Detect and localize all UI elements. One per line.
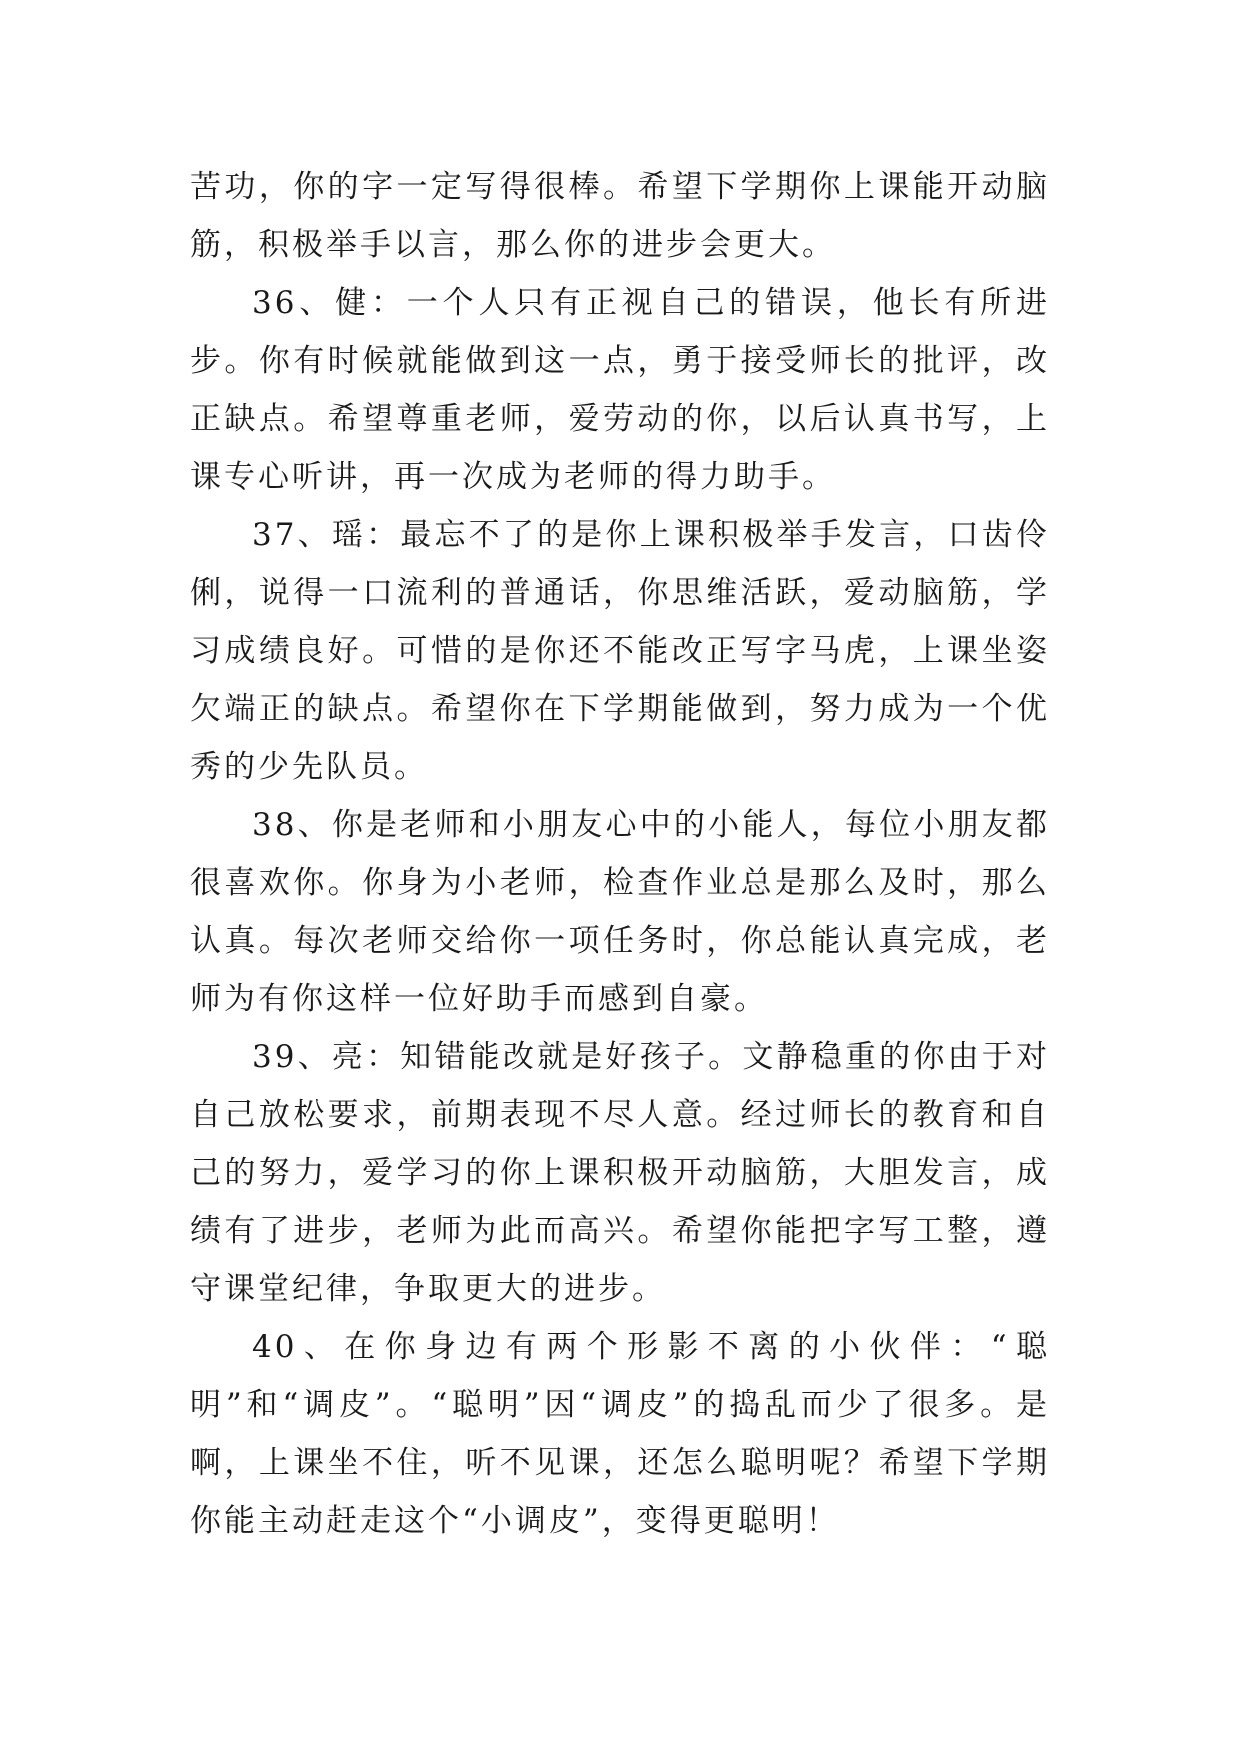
paragraph-continuation: 苦功，你的字一定写得很棒。希望下学期你上课能开动脑筋，积极举手以言，那么你的进步会更大。: [190, 169, 1050, 263]
paragraph-comment-40: 40、在你身边有两个形影不离的小伙伴：“聪明”和“调皮”。“聪明”因“调皮”的捣乱而少了很多。是啊，上课坐不住，听不见课，还怎么聪明呢？希望下学期你能主动赶走这个“小调皮”，变得更聪明！: [190, 1329, 1050, 1539]
paragraph-comment-39: 39、亮：知错能改就是好孩子。文静稳重的你由于对自己放松要求，前期表现不尽人意。经过师长的教育和自己的努力，爱学习的你上课积极开动脑筋，大胆发言，成绩有了进步，老师为此而高兴。希望你能把字写工整，遵守课堂纪律，争取更大的进步。: [190, 1039, 1050, 1307]
paragraph-comment-37: 37、瑶：最忘不了的是你上课积极举手发言，口齿伶俐，说得一口流利的普通话，你思维活跃，爱动脑筋，学习成绩良好。可惜的是你还不能改正写字马虎，上课坐姿欠端正的缺点。希望你在下学期能做到，努力成为一个优秀的少先队员。: [190, 517, 1050, 785]
paragraph-comment-36: 36、健：一个人只有正视自己的错误，他长有所进步。你有时候就能做到这一点，勇于接受师长的批评，改正缺点。希望尊重老师，爱劳动的你，以后认真书写，上课专心听讲，再一次成为老师的得力助手。: [190, 285, 1050, 495]
paragraph-comment-38: 38、你是老师和小朋友心中的小能人，每位小朋友都很喜欢你。你身为小老师，检查作业总是那么及时，那么认真。每次老师交给你一项任务时，你总能认真完成，老师为有你这样一位好助手而感到自豪。: [190, 807, 1050, 1017]
document-body: [190, 158, 1050, 1550]
